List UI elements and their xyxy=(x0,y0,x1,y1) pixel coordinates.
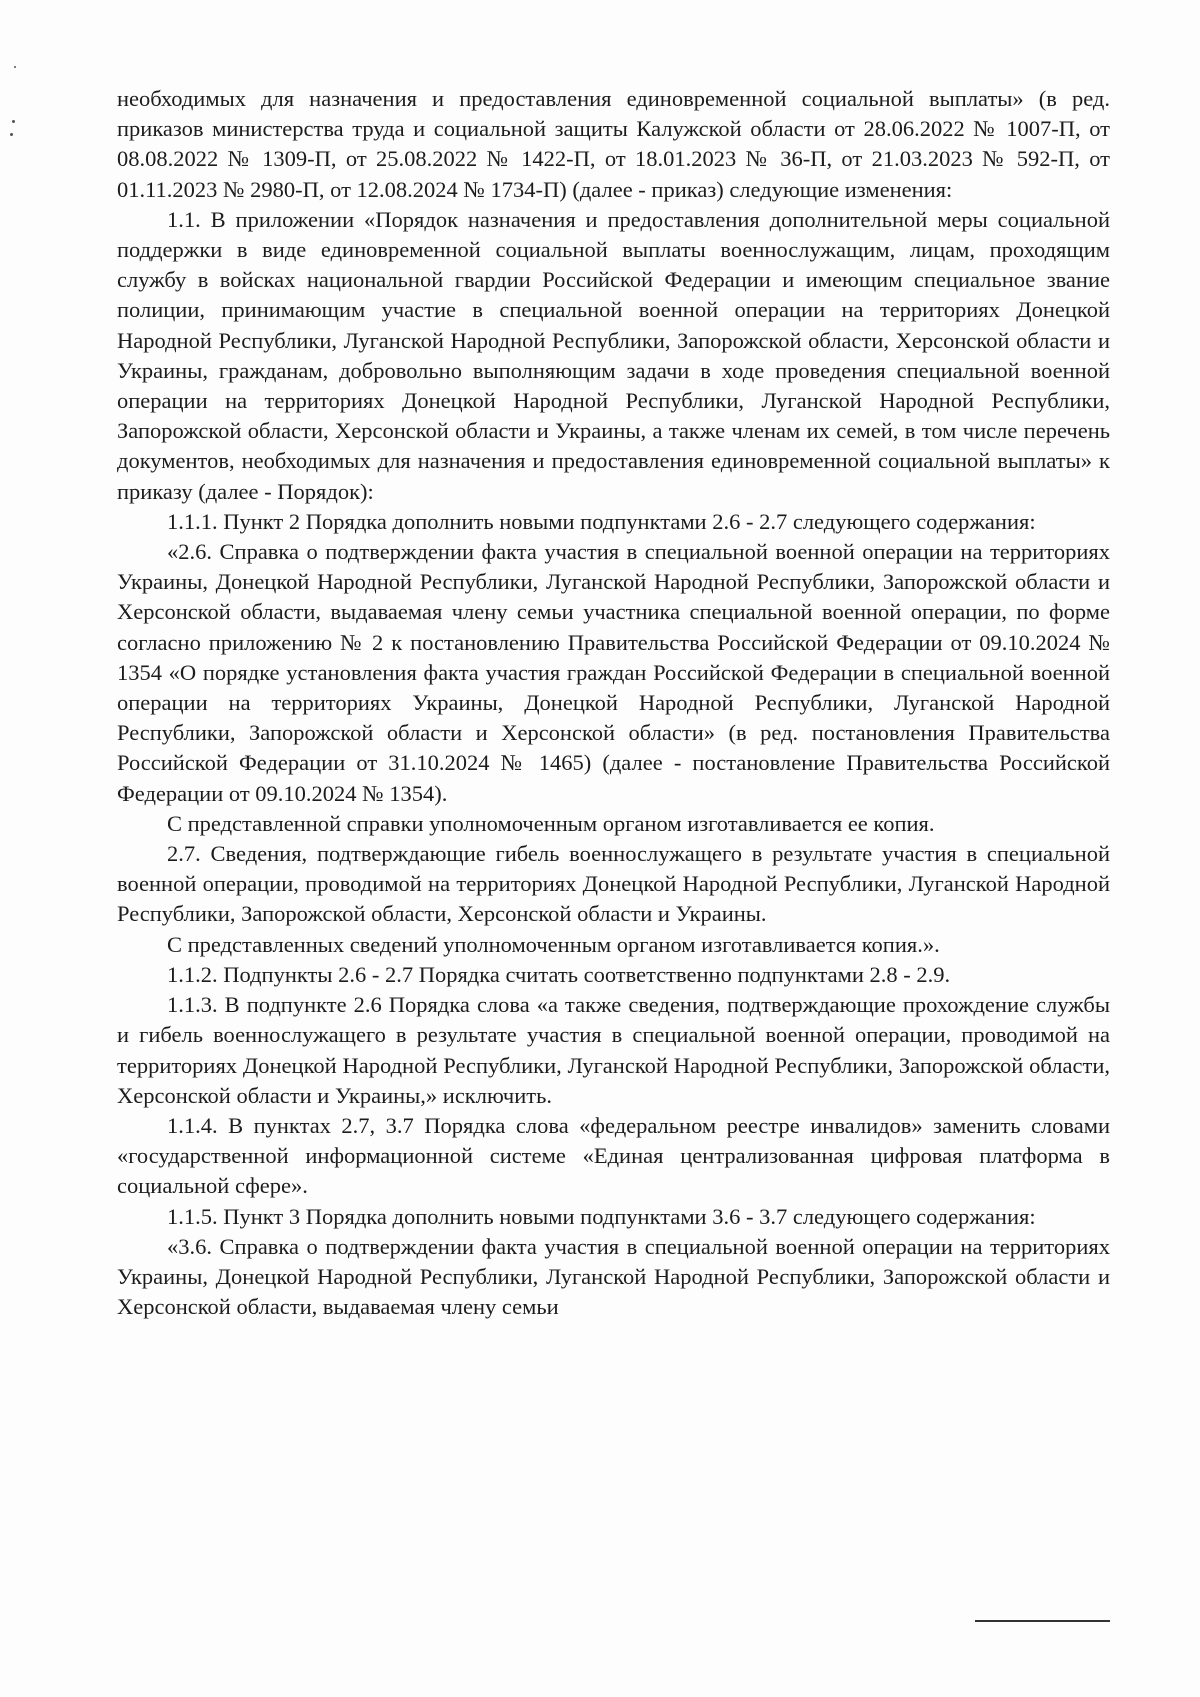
paragraph: 1.1. В приложении «Порядок назначения и предоставления дополнительной меры социальной поддержки в виде единовременной социальной выплаты военнослужащим, лицам, проходящим службу в войсках национальной гвардии Российской Федерации и имеющим специальное звание полиции, принимающим участие в специальной военной операции на территориях Донецкой Народной Республики, Луганской Народной Республики, Запорожской области, Херсонской области и Украины, гражданам, добровольно выполняющим задачи в ходе проведения специальной военной операции на территориях Донецкой Народной Республики, Луганской Народной Республики, Запорожской области, Херсонской области и Украины, а также членам их семей, в том числе перечень документов, необходимых для назначения и предоставления единовременной социальной выплаты» к приказу (далее - Порядок): xyxy=(117,206,1110,504)
underline-mark xyxy=(975,1620,1110,1622)
paragraph: С представленной справки уполномоченным органом изготавливается ее копия. xyxy=(167,810,935,836)
paragraph: «2.6. Справка о подтверждении факта участия в специальной военной операции на территориях Украины, Донецкой Народной Республики, Луганской Народной Республики, Запорожской области и Херсонской области, выдаваемая члену семьи участника специальной военной операции, по форме согласно приложению № 2 к постановлению Правительства Российской Федерации от 09.10.2024 № 1354 «О порядке установления факта участия граждан Российской Федерации в специальной военной операции на территориях Украины, Донецкой Народной Республики, Луганской Народной Республики, Запорожской области и Херсонской области» (в ред. постановления Правительства Российской Федерации от 31.10.2024 № 1465) (далее - постановление Правительства Российской Федерации от 09.10.2024 № 1354). xyxy=(117,539,1110,806)
paragraph: С представленных сведений уполномоченным органом изготавливается копия.». xyxy=(167,931,940,957)
paragraph: 1.1.3. В подпункте 2.6 Порядка слова «а также сведения, подтверждающие прохождение службы и гибель военнослужащего в результате участия в специальной военной операции, проводимой на территориях Донецкой Народной Республики, Луганской Народной Республики, Запорожской области, Херсонской области и Украины,» исключить. xyxy=(117,992,1110,1108)
paragraph: 1.1.2. Подпункты 2.6 - 2.7 Порядка считать соответственно подпунктами 2.8 - 2.9. xyxy=(167,961,951,987)
scan-speck xyxy=(14,66,16,68)
scan-speck xyxy=(10,133,13,136)
paragraph: 2.7. Сведения, подтверждающие гибель военнослужащего в результате участия в специальной военной операции, проводимой на территориях Донецкой Народной Республики, Луганской Народной Республики, Запорожской области, Херсонской области и Украины. xyxy=(117,841,1110,927)
paragraph: 1.1.5. Пункт 3 Порядка дополнить новыми подпунктами 3.6 - 3.7 следующего содержания: xyxy=(167,1203,1036,1229)
paragraph: 1.1.1. Пункт 2 Порядка дополнить новыми подпунктами 2.6 - 2.7 следующего содержания: xyxy=(167,508,1036,534)
paragraph: необходимых для назначения и предоставления единовременной социальной выплаты» (в ред. приказов министерства труда и социальной защиты Калужской области от 28.06.2022 № 1007-П, от 08.08.2022 № 1309-П, от 25.08.2022 № 1422-П, от 18.01.2023 № 36-П, от 21.03.2023 № 592-П, от 01.11.2023 № 2980-П, от 12.08.2024 № 1734-П) (далее - приказ) следующие изменения: xyxy=(117,86,1110,202)
paragraph: «3.6. Справка о подтверждении факта участия в специальной военной операции на территориях Украины, Донецкой Народной Республики, Луганской Народной Республики, Запорожской области и Херсонской области, выдаваемая члену семьи xyxy=(117,1233,1110,1320)
document-body xyxy=(117,84,1110,1322)
paragraph: 1.1.4. В пунктах 2.7, 3.7 Порядка слова «федеральном реестре инвалидов» заменить словами «государственной информационной системе «Единая централизованная цифровая платформа в социальной сфере». xyxy=(117,1112,1110,1199)
scan-speck xyxy=(12,120,15,123)
